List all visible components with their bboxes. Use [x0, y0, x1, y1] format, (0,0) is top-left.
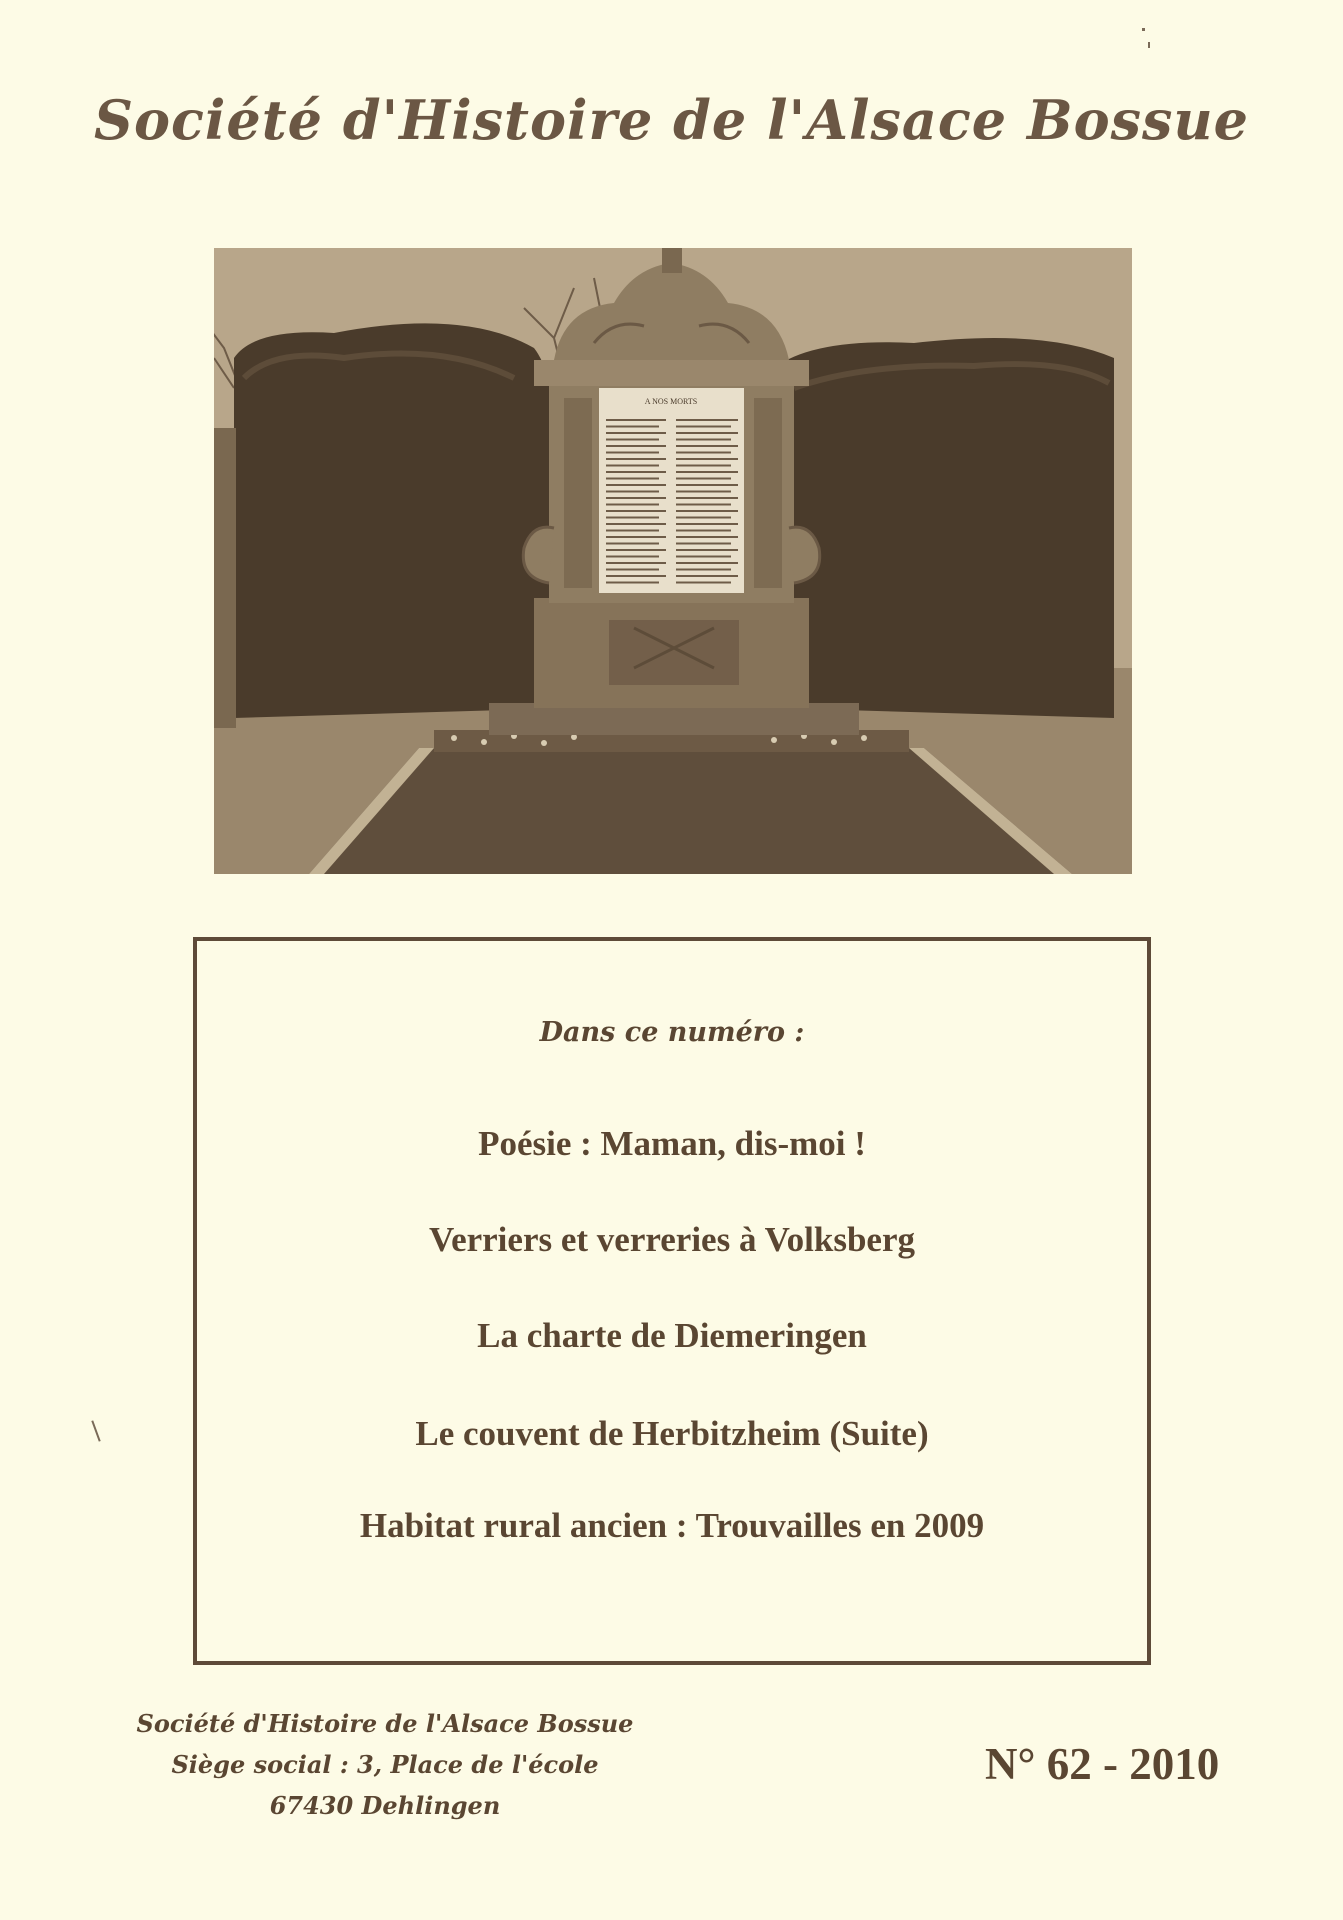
article-title: Poésie : Maman, dis-moi ! [478, 1124, 866, 1163]
society-address [100, 1703, 670, 1826]
article-title: Le couvent de Herbitzheim (Suite) [415, 1414, 929, 1453]
article-title: Verriers et verreries à Volksberg [429, 1220, 915, 1259]
scan-speck [1142, 28, 1145, 31]
left-hedge [234, 323, 574, 718]
war-memorial-photo [214, 248, 1132, 874]
address-line: 67430 Dehlingen [269, 1791, 501, 1820]
scan-speck [1148, 42, 1150, 48]
contents-heading: Dans ce numéro : [539, 1017, 805, 1048]
table-of-contents-box [193, 937, 1151, 1665]
right-hedge [774, 338, 1114, 718]
article-title: Habitat rural ancien : Trouvailles en 2009 [359, 1506, 985, 1545]
issue-number: N° 62 - 2010 [985, 1739, 1220, 1789]
masthead-title: Société d'Histoire de l'Alsace Bossue [93, 88, 1250, 152]
plaque-heading: A NOS MORTS [644, 397, 698, 406]
address-line: Société d'Histoire de l'Alsace Bossue [136, 1709, 634, 1738]
article-title: La charte de Diemeringen [477, 1316, 867, 1355]
scan-speck [91, 1420, 100, 1441]
address-line: Siège social : 3, Place de l'école [171, 1750, 599, 1779]
